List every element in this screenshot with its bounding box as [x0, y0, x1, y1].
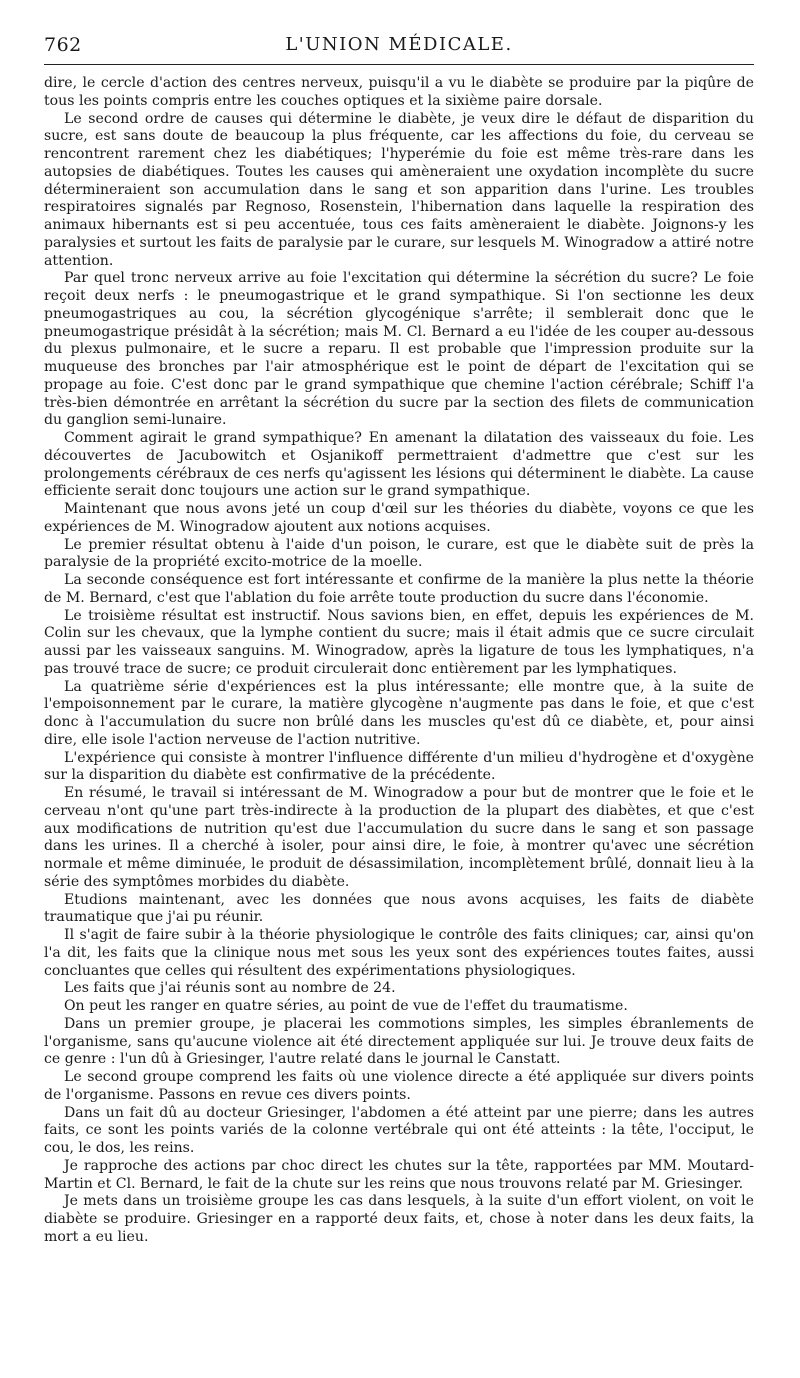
paragraph: L'expérience qui consiste à montrer l'influence différente d'un milieu d'hydrogène et d'oxygène sur la disparition du diabète est confirmative de la précédente. — [44, 749, 754, 784]
paragraph: Etudions maintenant, avec les données que nous avons acquises, les faits de diabète traumatique que j'ai pu réunir. — [44, 891, 754, 926]
paragraph: Par quel tronc nerveux arrive au foie l'excitation qui détermine la sécrétion du sucre? Le foie reçoit deux nerfs : le pneumogastrique et le grand sympathique. Si l'on sectionne les deux pneumogastriques au cou, la sécrétion glycogénique s'arrête; il semblerait donc que le pneumogastrique présidât à la sécrétion; mais M. Cl. Bernard a eu l'idée de les couper au-dessous du plexus pulmonaire, et le sucre a reparu. Il est probable que l'impression produite sur la muqueuse des bronches par l'air atmosphérique est le point de départ de l'excitation qui se propage au foie. C'est donc par le grand sympathique que chemine l'action cérébrale; Schiff l'a très-bien démontrée en arrêtant la sécrétion du sucre par la section des filets de communication du ganglion semi-lunaire. — [44, 270, 754, 429]
paragraph: La seconde conséquence est fort intéressante et confirme de la manière la plus nette la théorie de M. Bernard, c'est que l'ablation du foie arrête toute production du sucre dans l'économie. — [44, 572, 754, 606]
paragraph: En résumé, le travail si intéressant de M. Winogradow a pour but de montrer que le foie et le cerveau n'ont qu'une part très-indirecte à la production de la plupart des diabètes, et que c'est aux modifications de nutrition qu'est due l'accumulation du sucre dans le sang et son passage dans les urines. Il a cherché à isoler, pour ainsi dire, le foie, à montrer qu'avec une sécrétion normale et même diminuée, le produit de désassimilation, incomplètement brûlé, donnait lieu à la série des symptômes morbides du diabète. — [44, 785, 754, 890]
paragraph: Il s'agit de faire subir à la théorie physiologique le contrôle des faits cliniques; car, ainsi qu'on l'a dit, les faits que la clinique nous met sous les yeux sont des expériences toutes faites, aussi concluantes que celles qui résultent des expérimentations physiologiques. — [44, 927, 754, 979]
article-body — [44, 75, 754, 1247]
paragraph: Le troisième résultat est instructif. Nous savions bien, en effet, depuis les expériences de M. Colin sur les chevaux, que la lymphe contient du sucre; mais il était admis que ce sucre circulait aussi par les vaisseaux sanguins. M. Winogradow, après la ligature de tous les lymphatiques, n'a pas trouvé trace de sucre; ce produit circulerait donc entièrement par les lymphatiques. — [44, 607, 754, 677]
paragraph: Je rapproche des actions par choc direct les chutes sur la tête, rapportées par MM. Moutard-Martin et Cl. Bernard, le fait de la chute sur les reins que nous trouvons relaté par M. Griesinger. — [44, 1157, 754, 1192]
paragraph: Dans un fait dû au docteur Griesinger, l'abdomen a été atteint par une pierre; dans les autres faits, ce sont les points variés de la colonne vertébrale qui ont été atteints : la tête, l'occiput, le cou, le dos, les reins. — [44, 1104, 754, 1156]
paragraph: Comment agirait le grand sympathique? En amenant la dilatation des vaisseaux du foie. Les découvertes de Jacubowitch et Osjanikoff permettraient d'admettre que c'est sur les prolongements cérébraux de ces nerfs qu'agissent les lésions qui déterminent le diabète. La cause efficiente serait donc toujours une action sur le grand sympathique. — [44, 430, 754, 500]
paragraph: Le second groupe comprend les faits où une violence directe a été appliquée sur divers points de l'organisme. Passons en revue ces divers points. — [44, 1069, 754, 1103]
paragraph: Maintenant que nous avons jeté un coup d'œil sur les théories du diabète, voyons ce que les expériences de M. Winogradow ajoutent aux notions acquises. — [44, 501, 754, 535]
paragraph: Le second ordre de causes qui détermine le diabète, je veux dire le défaut de disparition du sucre, est sans doute de beaucoup la plus fréquente, car les affections du foie, du cerveau se rencontrent rarement chez les diabétiques; l'hyperémie du foie est même très-rare dans les autopsies de diabétiques. Toutes les causes qui amèneraient une oxydation incomplète du sucre détermineraient son accumulation dans le sang et son apparition dans l'urine. Les troubles respiratoires signalés par Regnoso, Rosenstein, l'hibernation dans laquelle la respiration des animaux hibernants est si peu accentuée, tous ces faits amèneraient le diabète. Joignons-y les paralysies et surtout les faits de paralysie par le curare, sur lesquels M. Winogradow a attiré notre attention. — [44, 110, 754, 269]
paragraph: La quatrième série d'expériences est la plus intéressante; elle montre que, à la suite de l'empoisonnement par le curare, la matière glycogène n'augmente pas dans le foie, et que c'est donc à l'accumulation du sucre non brûlé dans les muscles qu'est dû ce diabète, et, pour ainsi dire, elle isole l'action nerveuse de l'action nutritive. — [44, 678, 754, 748]
paragraph: Je mets dans un troisième groupe les cas dans lesquels, à la suite d'un effort violent, on voit le diabète se produire. Griesinger en a rapporté deux faits, et, chose à noter dans les deux faits, la mort a eu lieu. — [44, 1193, 754, 1245]
running-head: L'UNION MÉDICALE. — [285, 34, 513, 55]
page-number: 762 — [44, 34, 82, 56]
page-header — [44, 30, 754, 65]
paragraph: dire, le cercle d'action des centres nerveux, puisqu'il a vu le diabète se produire par la piqûre de tous les points compris entre les couches optiques et la sixième paire dorsale. — [44, 75, 754, 109]
paragraph: Dans un premier groupe, je placerai les commotions simples, les simples ébranlements de l'organisme, sans qu'aucune violence ait été directement appliquée sur lui. Je trouve deux faits de ce genre : l'un dû à Griesinger, l'autre relaté dans le journal le Canstatt. — [44, 1015, 754, 1068]
paragraph: Le premier résultat obtenu à l'aide d'un poison, le curare, est que le diabète suit de près la paralysie de la propriété excito-motrice de la moelle. — [44, 536, 754, 571]
paragraph: On peut les ranger en quatre séries, au point de vue de l'effet du traumatisme. — [64, 998, 628, 1014]
paragraph: Les faits que j'ai réunis sont au nombre de 24. — [64, 980, 396, 997]
